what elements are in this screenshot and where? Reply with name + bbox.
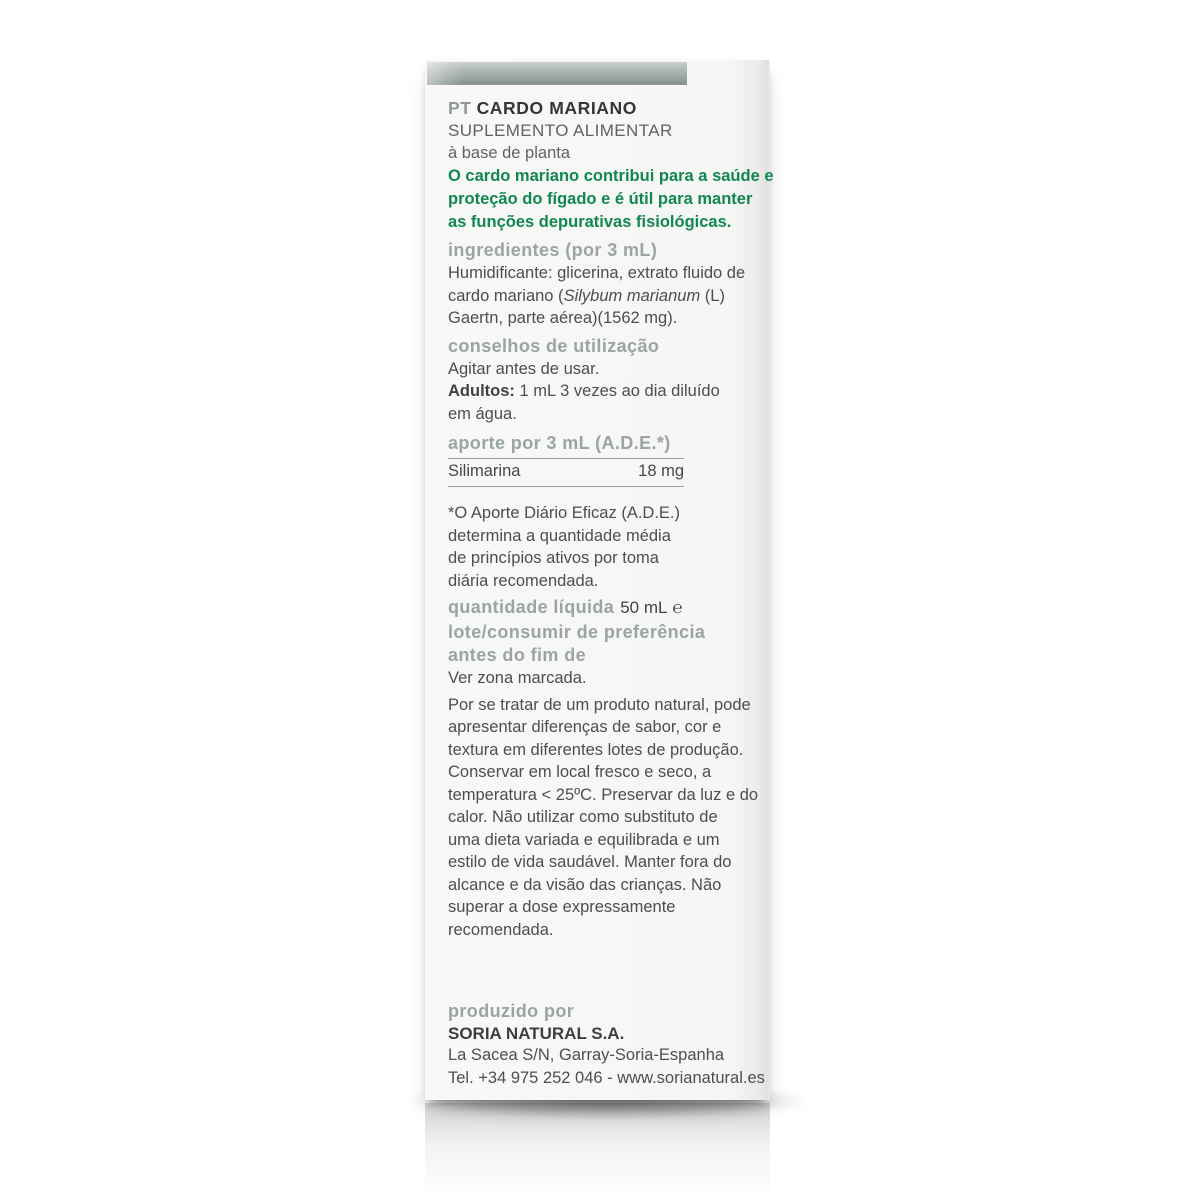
- footnote-line: diária recomendada.: [448, 571, 599, 590]
- language-code: PT: [448, 98, 472, 118]
- usage-heading: conselhos de utilização: [448, 335, 660, 356]
- storage-line: superar a dose expressamente: [448, 898, 676, 916]
- storage-line: estilo de vida saudável. Manter fora do: [448, 853, 732, 871]
- storage-line: recomendada.: [448, 920, 554, 939]
- claim-line: proteção do fígado e é útil para manter: [448, 190, 753, 208]
- usage-line: Agitar antes de usar.: [448, 359, 600, 378]
- nutrient-amount: 18 mg: [638, 462, 684, 480]
- net-quantity-value: 50 mL: [620, 598, 668, 617]
- health-claim: [448, 165, 774, 234]
- storage-line: textura em diferentes lotes de produção.: [448, 740, 744, 759]
- lot-heading: lote/consumir de preferência antes do fim de: [448, 622, 706, 665]
- nutrient-name: Silimarina: [448, 462, 521, 480]
- intake-table-heading: aporte por 3 mL (A.D.E.*): [448, 432, 684, 459]
- label-content: [448, 96, 774, 941]
- net-quantity-heading: quantidade líquida: [448, 597, 615, 617]
- product-title: [448, 96, 752, 120]
- estimated-sign: ℮: [672, 598, 683, 617]
- storage-line: Conservar em local fresco e seco, a: [448, 763, 712, 781]
- ingredients-heading: ingredientes (por 3 mL): [448, 240, 658, 260]
- plant-based-line: à base de planta: [448, 144, 571, 162]
- footnote-line: *O Aporte Diário Eficaz (A.D.E.): [448, 504, 680, 522]
- storage-warnings: [448, 694, 759, 942]
- manufacturer-heading: produzido por: [448, 1001, 575, 1021]
- net-quantity: [448, 596, 752, 619]
- box-top-flap-edge: [427, 62, 687, 85]
- usage-line: Adultos: 1 mL 3 vezes ao dia diluído: [448, 382, 720, 400]
- lot-text: Ver zona marcada.: [448, 669, 587, 687]
- manufacturer-name: SORIA NATURAL S.A.: [448, 1024, 625, 1043]
- storage-line: alcance e da visão das crianças. Não: [448, 875, 722, 894]
- ingredients-line: Humidificante: glicerina, extrato fluido de: [448, 264, 746, 282]
- manufacturer-contact: Tel. +34 975 252 046 - www.sorianatural.es: [448, 1068, 765, 1087]
- storage-line: apresentar diferenças de sabor, cor e: [448, 718, 722, 736]
- adults-label: Adultos:: [448, 382, 515, 400]
- usage-line: em água.: [448, 404, 517, 423]
- footnote-line: de princípios ativos por toma: [448, 549, 659, 567]
- supplement-type: SUPLEMENTO ALIMENTAR: [448, 121, 673, 140]
- manufacturer-address: La Sacea S/N, Garray-Soria-Espanha: [448, 1046, 725, 1064]
- storage-line: uma dieta variada e equilibrada e um: [448, 830, 720, 849]
- species-latin-name: Silybum marianum: [563, 286, 701, 305]
- storage-line: temperatura < 25ºC. Preservar da luz e do: [448, 785, 759, 804]
- product-name: CARDO MARIANO: [476, 98, 637, 118]
- footnote-line: determina a quantidade média: [448, 526, 671, 545]
- table-row: [448, 459, 684, 487]
- claim-line: O cardo mariano contribui para a saúde e: [448, 167, 774, 185]
- ade-footnote: [448, 502, 752, 592]
- storage-line: Por se tratar de um produto natural, pode: [448, 695, 751, 714]
- ingredients-line: Gaertn, parte aérea)(1562 mg).: [448, 309, 678, 327]
- storage-line: calor. Não utilizar como substituto de: [448, 808, 718, 826]
- claim-line: as funções depurativas fisiológicas.: [448, 213, 732, 231]
- ingredients-line: cardo mariano (Silybum marianum (L): [448, 286, 725, 305]
- package-side-panel: [425, 60, 774, 1100]
- manufacturer-block: [448, 1000, 765, 1089]
